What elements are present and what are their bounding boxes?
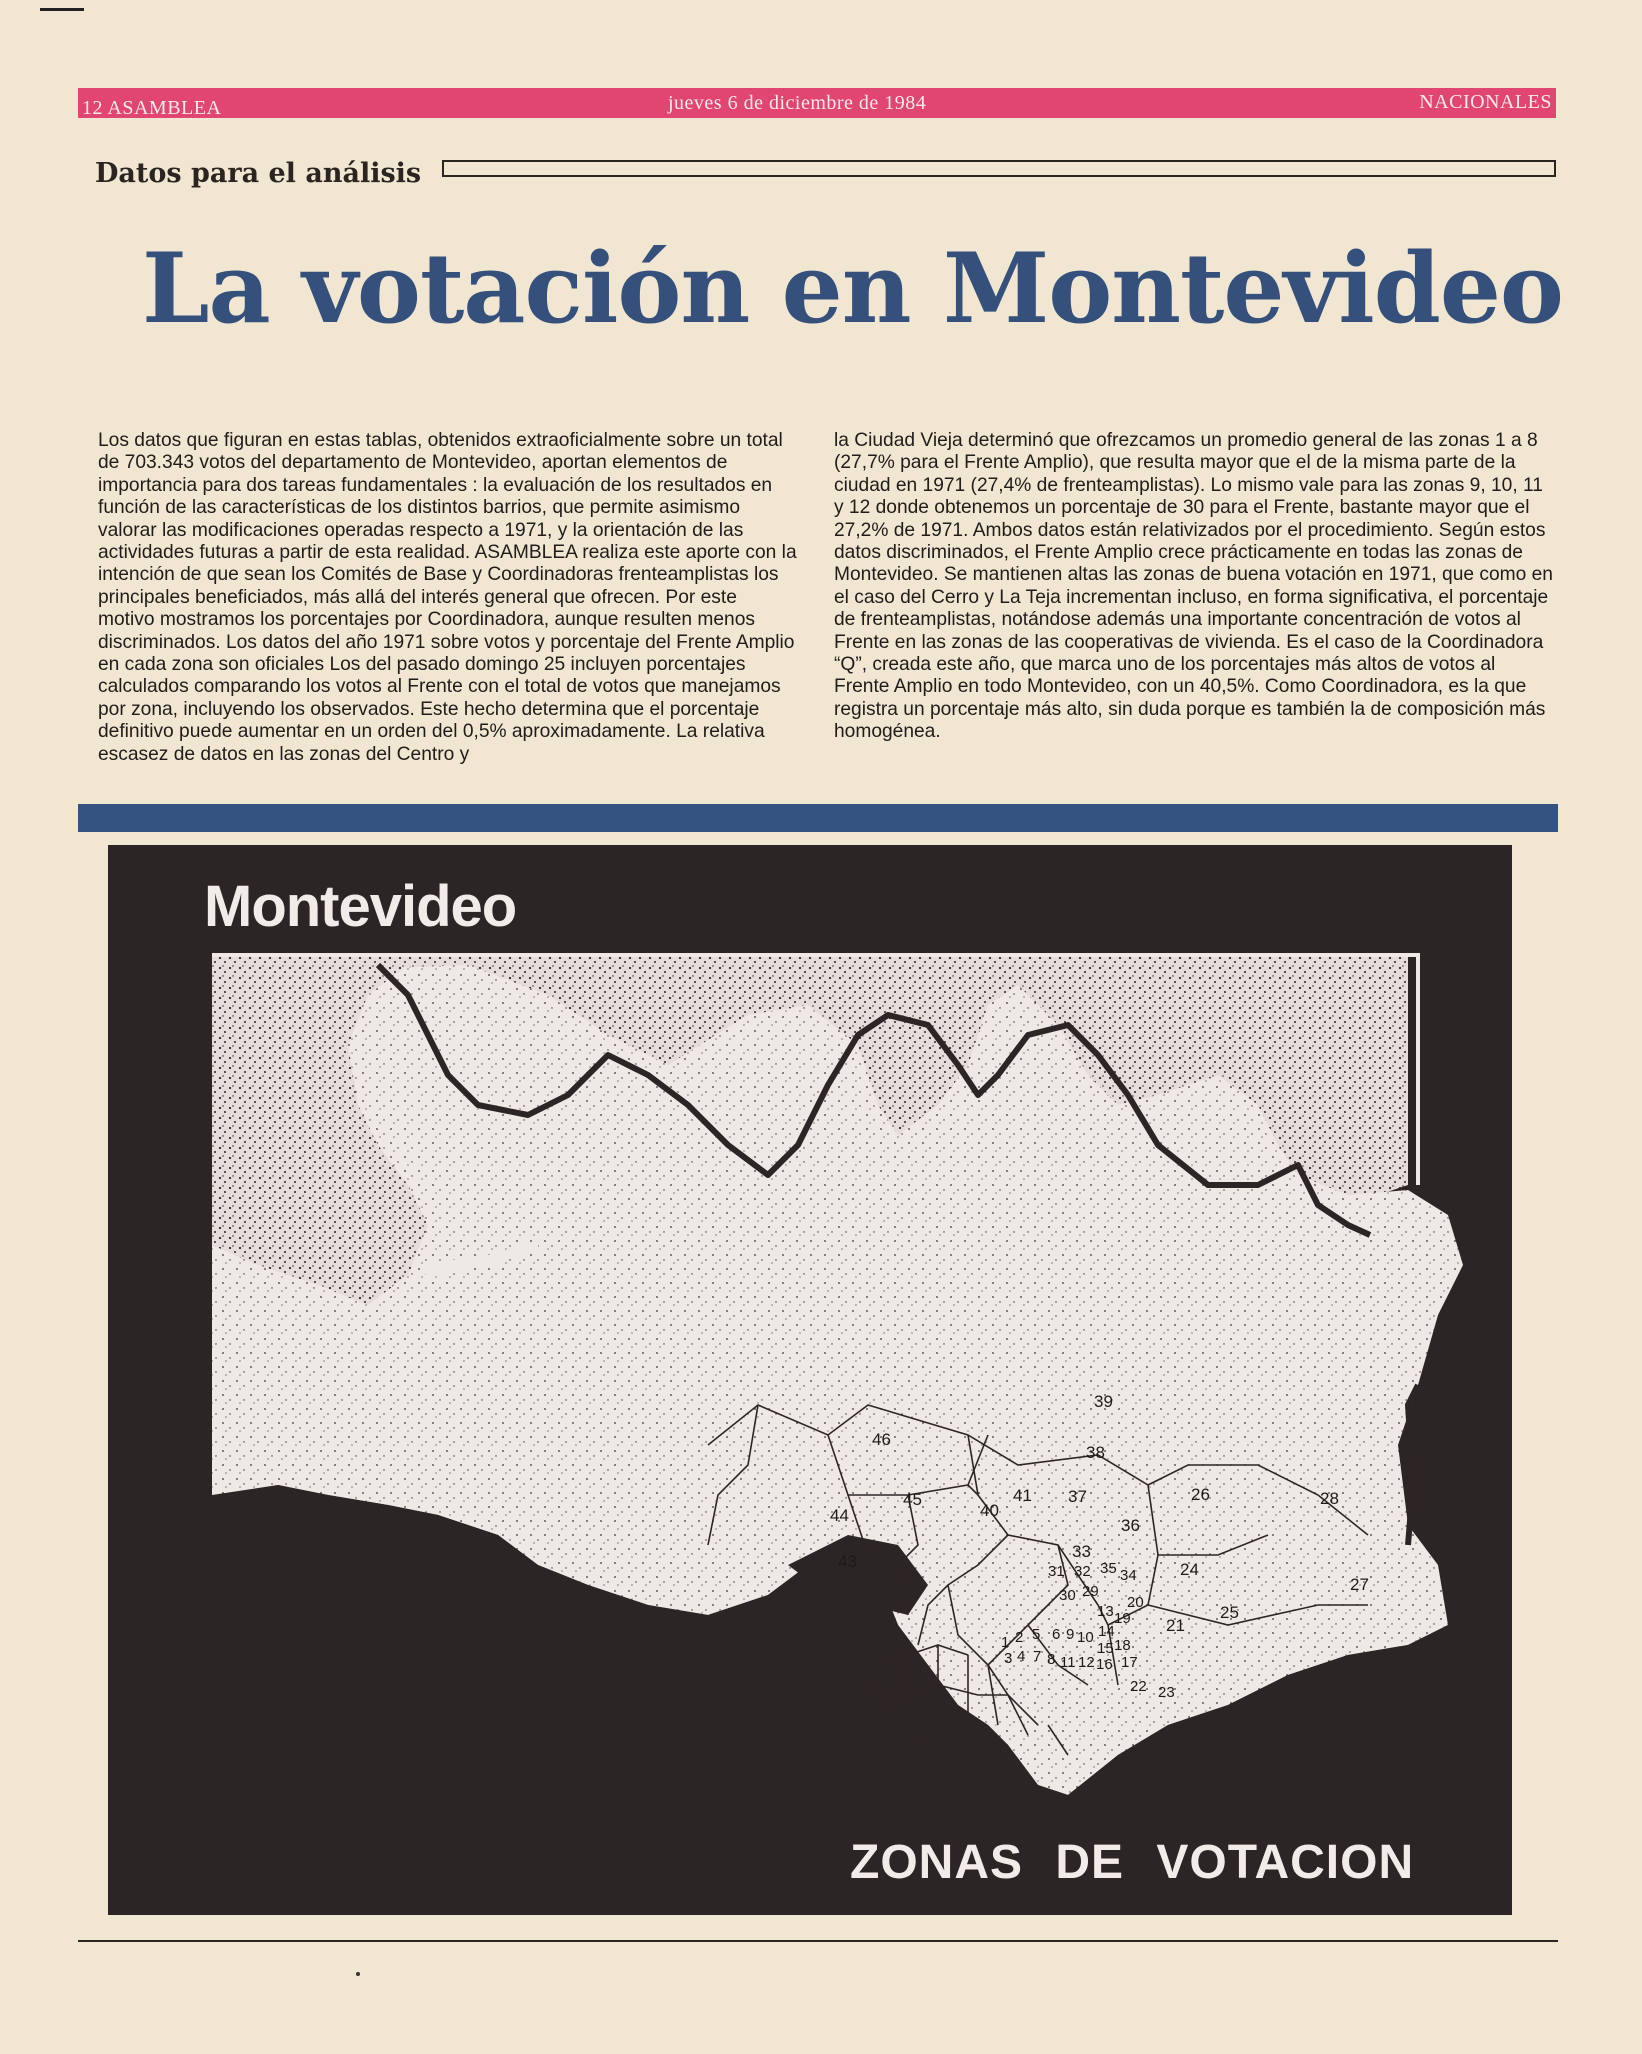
- zones-map: [108, 845, 1512, 1915]
- zone-12: 12: [1078, 1654, 1095, 1671]
- zone-5: 5: [1032, 1626, 1041, 1643]
- zone-34: 34: [1120, 1567, 1137, 1584]
- zone-13: 13: [1097, 1603, 1114, 1620]
- zone-9: 9: [1066, 1626, 1075, 1643]
- zone-35: 35: [1100, 1560, 1117, 1577]
- article-column-1: [98, 430, 798, 766]
- zone-3: 3: [1004, 1650, 1013, 1667]
- zone-17: 17: [1121, 1654, 1138, 1671]
- zone-29: 29: [1082, 1583, 1099, 1600]
- zone-45: 45: [903, 1490, 922, 1509]
- map-title: Montevideo: [204, 874, 517, 939]
- zone-25: 25: [1220, 1603, 1239, 1622]
- zone-15: 15: [1097, 1640, 1114, 1657]
- zone-32: 32: [1074, 1563, 1091, 1580]
- zone-39: 39: [1094, 1392, 1113, 1411]
- zone-6: 6: [1052, 1626, 1061, 1643]
- article-text-col2: la Ciudad Vieja determinó que ofrezcamos un promedio general de las zonas 1 a 8 (27,7% para el Frente Amplio), que resulta mayor que el de la misma parte de la ciudad en 1971 (27,4% de frenteamplistas). Lo mismo vale para las zonas 9, 10, 11 y 12 donde obtenemos un porcentaje de 30 para el Frente, bastante mayor que el 27,2% de 1971. Ambos datos están relativizados por el procedimiento. Según estos datos discriminados, el Frente Amplio crece prácticamente en todas las zonas de Montevideo. Se mantienen altas las zonas de buena votación en 1971, que como en el caso del Cerro y La Teja incrementan incluso, en forma significativa, el porcentaje de frenteamplistas, notándose además una importante concentración de votos al Frente en las zonas de las cooperativas de vivienda. Es el caso de la Coordinadora “Q”, creada este año, que marca uno de los porcentajes más altos de votos al Frente Amplio en todo Montevideo, con un 40,5%. Como Coordinadora, es la que registra un porcentaje más alto, sin duda porque es también la de composición más homogénea.: [834, 430, 1553, 743]
- zone-40: 40: [980, 1501, 999, 1520]
- page-header-band: [78, 88, 1556, 118]
- zone-28: 28: [1320, 1489, 1339, 1508]
- zone-7: 7: [1033, 1648, 1042, 1665]
- zone-24: 24: [1180, 1560, 1199, 1579]
- page-number-section: 12 ASAMBLEA: [82, 97, 222, 119]
- zone-31: 31: [1048, 1563, 1065, 1580]
- zone-10: 10: [1077, 1629, 1094, 1646]
- zone-36: 36: [1121, 1516, 1140, 1535]
- zone-1: 1: [1001, 1634, 1010, 1651]
- article-text-col1: Los datos que figuran en estas tablas, obtenidos extraoficialmente sobre un total de 703.343 votos del departamento de Montevideo, aportan elementos de importancia para dos tareas fundamentales : la evaluación de los resultados en función de las características de los distintos barrios, que permite asimismo valorar las modificaciones operadas respecto a 1971, y la orientación de las actividades futuras a partir de esta realidad. ASAMBLEA realiza este aporte con la intención de que sean los Comités de Base y Coordinadoras frenteamplistas los principales beneficiados, más allá del interés general que ofrecen. Por este motivo mostramos los porcentajes por Coordinadora, aunque resulten menos discriminados. Los datos del año 1971 sobre votos y porcentaje del Frente Amplio en cada zona son oficiales Los del pasado domingo 25 incluyen porcentajes calculados comparando los votos al Frente con el total de votos que manejamos por zona, incluyendo los observados. Este hecho determina que el porcentaje definitivo puede aumentar en un orden del 0,5% aproximadamente. La relativa escasez de datos en las zonas del Centro y: [98, 430, 797, 765]
- article-column-2: [834, 430, 1556, 744]
- article-headline: La votación en Montevideo: [142, 232, 1563, 345]
- zone-33: 33: [1072, 1542, 1091, 1561]
- zone-14: 14: [1098, 1623, 1115, 1640]
- zone-11: 11: [1060, 1654, 1076, 1671]
- zone-41: 41: [1013, 1486, 1032, 1505]
- issue-date: jueves 6 de diciembre de 1984: [668, 92, 927, 114]
- eastern-river: [1408, 1385, 1418, 1545]
- zone-23: 23: [1158, 1684, 1175, 1701]
- map-graphic: [108, 845, 1512, 1915]
- zone-46: 46: [872, 1430, 891, 1449]
- zone-19: 19: [1114, 1610, 1131, 1627]
- section-divider: [78, 804, 1558, 832]
- zone-21: 21: [1166, 1616, 1185, 1635]
- zone-38: 38: [1086, 1443, 1105, 1462]
- zone-8: 8: [1047, 1651, 1056, 1668]
- zone-2: 2: [1015, 1629, 1024, 1646]
- zone-20: 20: [1127, 1594, 1144, 1611]
- zone-22: 22: [1130, 1678, 1147, 1695]
- ink-speck: [356, 1972, 360, 1976]
- zone-30: 30: [1059, 1587, 1076, 1604]
- zone-18: 18: [1114, 1637, 1131, 1654]
- zone-26: 26: [1191, 1485, 1210, 1504]
- map-caption: ZONAS DE VOTACION: [850, 1836, 1415, 1889]
- zone-37: 37: [1068, 1487, 1087, 1506]
- registration-mark: [40, 8, 84, 11]
- zone-44: 44: [830, 1506, 849, 1525]
- zone-27: 27: [1350, 1575, 1369, 1594]
- article-kicker: Datos para el análisis: [95, 158, 422, 189]
- bottom-rule: [78, 1940, 1558, 1942]
- section-name: NACIONALES: [1419, 91, 1552, 113]
- zone-4: 4: [1017, 1648, 1026, 1665]
- zone-16: 16: [1096, 1656, 1113, 1673]
- kicker-rule: [442, 160, 1556, 177]
- zone-43: 43: [838, 1552, 857, 1571]
